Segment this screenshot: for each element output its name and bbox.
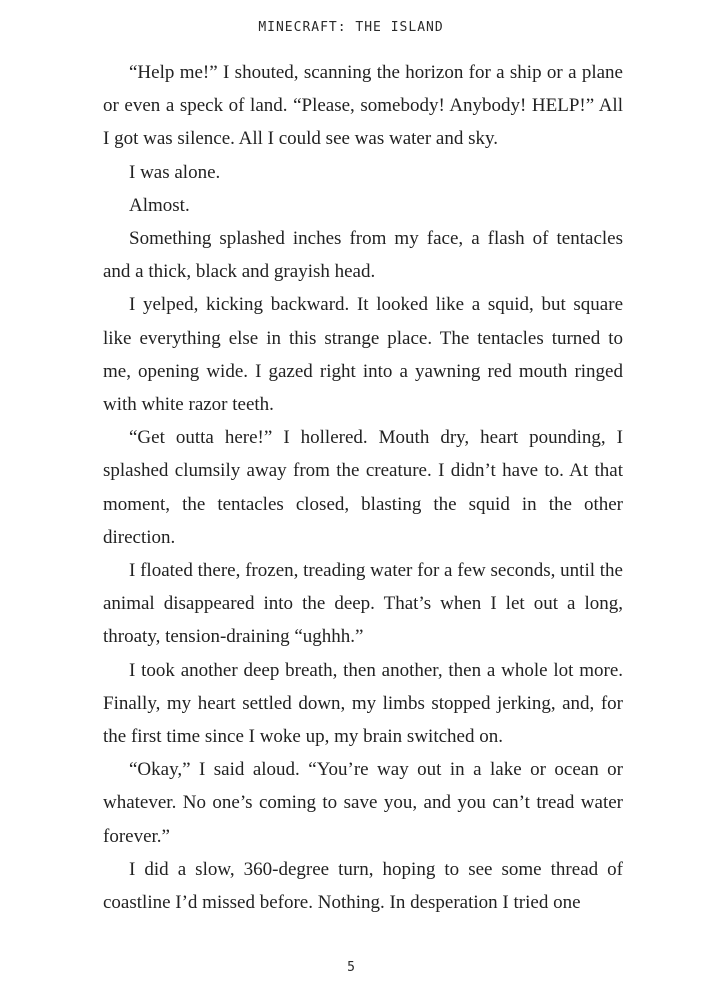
paragraph: Something splashed inches from my face, a flash of tentacles and a thick, black and grayish head. — [103, 228, 623, 283]
paragraph: “Get outta here!” I hollered. Mouth dry, heart pounding, I splashed clumsily away from the creature. I didn’t have to. At that moment, the tentacles closed, blasting the squid in the other direction. — [103, 427, 623, 548]
paragraph: I floated there, frozen, treading water for a few seconds, until the animal disappeared into the deep. That’s when I let out a long, throaty, tension-draining “ughhh.” — [103, 560, 623, 648]
paragraph: I took another deep breath, then another, then a whole lot more. Finally, my heart settled down, my limbs stopped jerking, and, for the first time since I woke up, my brain switched on. — [103, 659, 623, 748]
paragraph: I did a slow, 360-degree turn, hoping to see some thread of coastline I’d missed before. Nothing. In desperation I tried one — [103, 858, 623, 914]
paragraph: I was alone. — [129, 161, 221, 183]
paragraph: I yelped, kicking backward. It looked like a squid, but square like everything else in this strange place. The tentacles turned to me, opening wide. I gazed right into a yawning red mouth ringed with white razor teeth. — [103, 294, 623, 416]
body-text — [103, 56, 623, 919]
page-number: 5 — [347, 960, 355, 975]
running-header: MINECRAFT: THE ISLAND — [258, 20, 444, 35]
paragraph: “Okay,” I said aloud. “You’re way out in a lake or ocean or whatever. No one’s coming to save you, and you can’t tread water forever.” — [103, 759, 623, 847]
paragraph: Almost. — [129, 194, 190, 216]
paragraph: “Help me!” I shouted, scanning the horizon for a ship or a plane or even a speck of land. “Please, somebody! Anybody! HELP!” All I got was silence. All I could see was water and sky. — [103, 62, 623, 150]
